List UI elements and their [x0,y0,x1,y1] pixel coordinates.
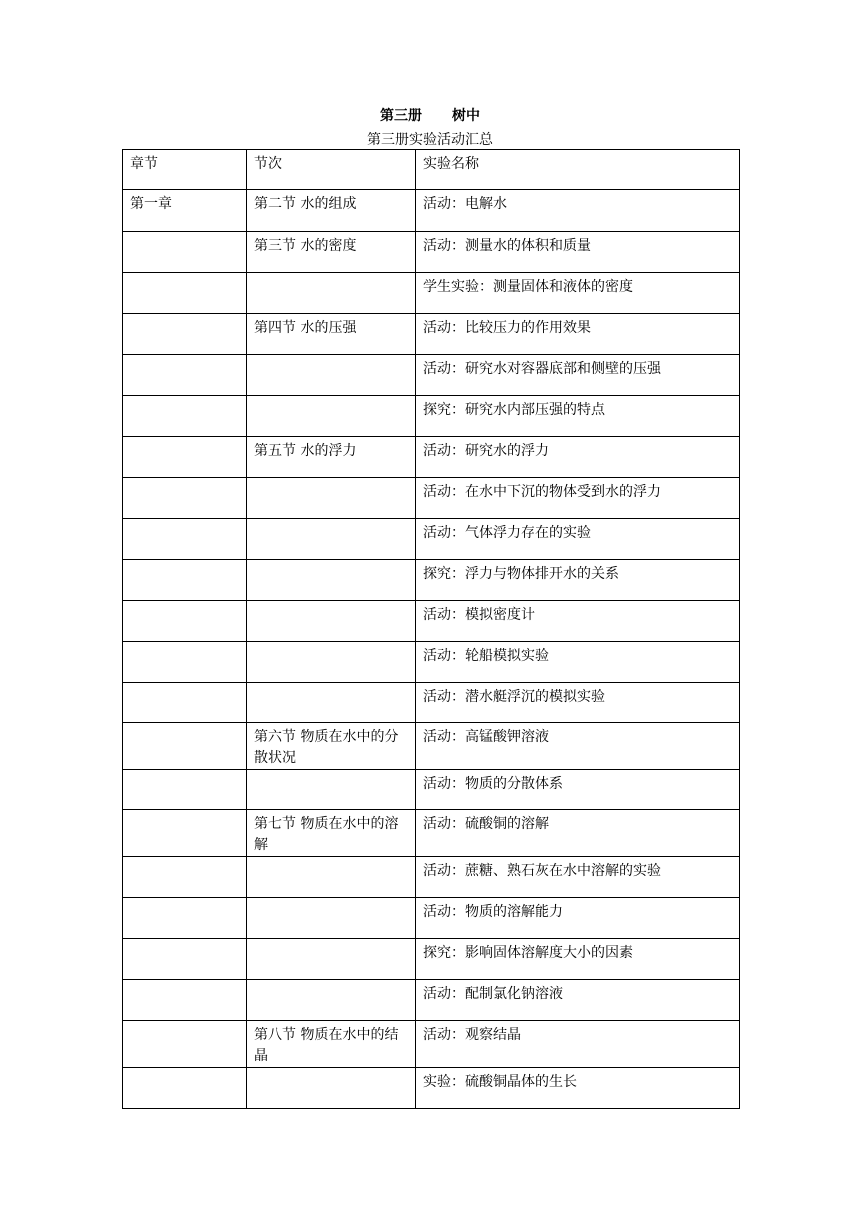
cell-experiment: 实验：硫酸铜晶体的生长 [416,1068,740,1109]
table-row [123,355,740,396]
cell-chapter [123,980,247,1021]
cell-experiment: 活动：研究水对容器底部和侧壁的压强 [416,355,740,396]
table-row [123,601,740,642]
table-row [123,723,740,770]
cell-section [247,857,416,898]
cell-chapter [123,939,247,980]
cell-section [247,939,416,980]
cell-experiment: 活动：轮船模拟实验 [416,642,740,683]
cell-chapter [123,1021,247,1068]
cell-chapter [123,314,247,355]
cell-experiment: 活动：研究水的浮力 [416,437,740,478]
cell-section [247,355,416,396]
cell-chapter [123,437,247,478]
table-row [123,898,740,939]
cell-chapter [123,857,247,898]
cell-experiment: 活动：物质的溶解能力 [416,898,740,939]
cell-experiment: 活动：高锰酸钾溶液 [416,723,740,770]
cell-section [247,519,416,560]
cell-experiment: 活动：比较压力的作用效果 [416,314,740,355]
cell-chapter [123,770,247,810]
title-school: 树中 [452,108,480,124]
table-row [123,560,740,601]
table-row [123,683,740,723]
cell-section [247,683,416,723]
cell-experiment: 探究：影响固体溶解度大小的因素 [416,939,740,980]
cell-section [247,770,416,810]
table-row [123,939,740,980]
cell-chapter [123,642,247,683]
cell-experiment: 探究：浮力与物体排开水的关系 [416,560,740,601]
cell-experiment: 活动：观察结晶 [416,1021,740,1068]
cell-section [247,396,416,437]
cell-experiment: 活动：模拟密度计 [416,601,740,642]
column-header-experiment: 实验名称 [416,150,740,190]
document-subtitle: 第三册实验活动汇总 [367,132,493,148]
table-row [123,396,740,437]
cell-chapter [123,898,247,939]
cell-section: 第六节 物质在水中的分散状况 [247,723,416,770]
cell-chapter [123,683,247,723]
cell-chapter [123,810,247,857]
table-row [123,1068,740,1109]
column-header-section: 节次 [247,150,416,190]
cell-experiment: 活动：测量水的体积和质量 [416,232,740,273]
cell-experiment: 学生实验：测量固体和液体的密度 [416,273,740,314]
cell-section [247,1068,416,1109]
cell-chapter [123,601,247,642]
table-row [123,314,740,355]
experiment-table-body [123,150,740,1109]
cell-section [247,478,416,519]
cell-experiment: 活动：在水中下沉的物体受到水的浮力 [416,478,740,519]
cell-section [247,601,416,642]
table-row [123,857,740,898]
cell-experiment: 活动：气体浮力存在的实验 [416,519,740,560]
cell-experiment: 活动：电解水 [416,190,740,232]
cell-section: 第三节 水的密度 [247,232,416,273]
cell-chapter [123,478,247,519]
table-row [123,1021,740,1068]
cell-section [247,642,416,683]
table-row [123,770,740,810]
table-row [123,478,740,519]
title-volume: 第三册 [380,108,422,124]
table-row [123,190,740,232]
cell-experiment: 活动：配制氯化钠溶液 [416,980,740,1021]
cell-section [247,898,416,939]
cell-chapter [123,396,247,437]
table-row [123,642,740,683]
cell-experiment: 活动：硫酸铜的溶解 [416,810,740,857]
cell-experiment: 活动：潜水艇浮沉的模拟实验 [416,683,740,723]
cell-chapter [123,273,247,314]
cell-section: 第四节 水的压强 [247,314,416,355]
cell-section [247,980,416,1021]
table-row [123,810,740,857]
cell-section: 第五节 水的浮力 [247,437,416,478]
table-header-row [123,150,740,190]
table-row [123,273,740,314]
document-title [0,107,860,125]
cell-experiment: 活动：物质的分散体系 [416,770,740,810]
table-row [123,519,740,560]
column-header-chapter: 章节 [123,150,247,190]
cell-section [247,273,416,314]
table-row [123,980,740,1021]
cell-chapter [123,355,247,396]
cell-chapter [123,232,247,273]
cell-section: 第二节 水的组成 [247,190,416,232]
table-row [123,437,740,478]
experiment-table [122,149,740,1109]
cell-chapter [123,723,247,770]
cell-chapter: 第一章 [123,190,247,232]
cell-experiment: 探究：研究水内部压强的特点 [416,396,740,437]
cell-section: 第七节 物质在水中的溶解 [247,810,416,857]
cell-chapter [123,519,247,560]
cell-section [247,560,416,601]
cell-section: 第八节 物质在水中的结晶 [247,1021,416,1068]
table-row [123,232,740,273]
cell-chapter [123,1068,247,1109]
cell-experiment: 活动：蔗糖、熟石灰在水中溶解的实验 [416,857,740,898]
cell-chapter [123,560,247,601]
